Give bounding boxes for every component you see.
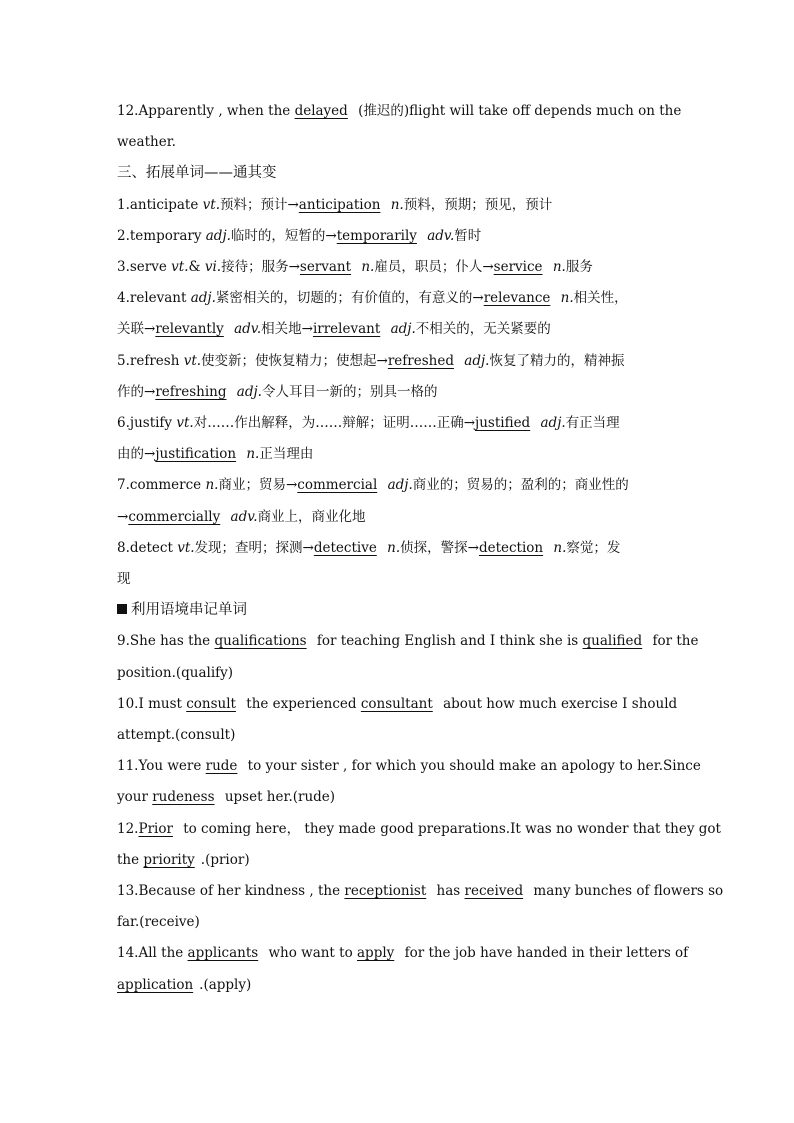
answer-blank: consult xyxy=(186,695,236,712)
answer-blank: commercial xyxy=(297,477,378,494)
answer-blank: justification xyxy=(155,446,237,463)
text-segment: position.(qualify) xyxy=(117,664,234,681)
part-of-speech: adv. xyxy=(230,508,258,525)
text-segment: 接待；服务→ xyxy=(221,259,300,276)
part-of-speech: n. xyxy=(361,259,375,276)
part-of-speech: adj. xyxy=(390,321,416,338)
text-segment: 4.relevant xyxy=(117,290,191,307)
part-of-speech: n. xyxy=(552,259,566,276)
text-segment: many bunches of flowers so xyxy=(529,883,724,900)
text-line xyxy=(117,283,679,314)
part-of-speech: adj. xyxy=(540,415,566,432)
text-segment: 12. xyxy=(117,820,139,837)
text-segment: 临时的，短暂的→ xyxy=(230,227,337,244)
text-segment: 服务 xyxy=(565,259,593,276)
text-segment: 商业的；贸易的；盈利的；商业性的 xyxy=(412,477,629,494)
part-of-speech: adj. xyxy=(464,352,490,369)
document-page xyxy=(117,96,724,1001)
text-line xyxy=(117,564,679,595)
text-line xyxy=(117,377,679,408)
part-of-speech: vt. xyxy=(177,539,195,556)
answer-blank: qualifications xyxy=(214,633,307,650)
text-line xyxy=(117,190,679,221)
answer-blank: relevance xyxy=(483,290,551,307)
answer-blank: service xyxy=(493,259,543,276)
text-segment: 发现；查明；探测→ xyxy=(194,539,314,556)
text-segment: your xyxy=(117,789,153,806)
part-of-speech: vi. xyxy=(204,259,222,276)
text-line xyxy=(117,439,679,470)
answer-blank: refreshed xyxy=(387,352,454,369)
text-line xyxy=(117,970,679,1001)
text-segment: weather. xyxy=(117,134,176,151)
text-segment: the experienced xyxy=(241,695,361,712)
text-segment: for the xyxy=(648,633,699,650)
text-segment: 相关性， xyxy=(573,290,628,307)
part-of-speech: n. xyxy=(560,290,574,307)
text-segment: for the job have handed in their letters of xyxy=(400,945,689,962)
black-square-bullet-icon xyxy=(117,604,127,614)
section-heading xyxy=(117,158,679,189)
text-line xyxy=(117,626,699,657)
text-segment: 8.detect xyxy=(117,539,178,556)
part-of-speech: n. xyxy=(387,539,401,556)
text-line xyxy=(117,252,679,283)
part-of-speech: adj. xyxy=(205,227,231,244)
text-segment: 12.Apparently , when the xyxy=(117,103,295,119)
text-segment: 预料，预期；预见，预计 xyxy=(403,196,553,213)
part-of-speech: vt. xyxy=(176,415,194,432)
text-segment: 三、拓展单词——通其变 xyxy=(117,165,277,182)
text-segment: & xyxy=(188,259,205,276)
answer-blank: delayed xyxy=(294,103,348,119)
text-segment: 正当理由 xyxy=(259,446,314,463)
section-heading xyxy=(117,595,679,626)
answer-blank: Prior xyxy=(138,820,173,837)
answer-blank: commercially xyxy=(128,508,221,525)
part-of-speech: n. xyxy=(246,446,260,463)
text-line xyxy=(117,876,724,907)
answer-blank: refreshing xyxy=(155,383,227,400)
text-segment: 恢复了精力的，精神振 xyxy=(489,352,625,369)
text-segment: 使变新；使恢复精力；使想起→ xyxy=(201,352,388,369)
text-segment: 9.She has the xyxy=(117,633,215,650)
text-segment: 有正当理 xyxy=(565,415,620,432)
text-line xyxy=(117,314,679,345)
text-segment: who want to xyxy=(264,945,357,962)
text-line xyxy=(117,689,679,720)
text-segment: attempt.(consult) xyxy=(117,727,236,744)
answer-blank: application xyxy=(117,976,194,993)
answer-blank: temporarily xyxy=(336,227,417,244)
text-segment: to coming here， they made good preparations.It was no wonder that they got xyxy=(178,820,721,837)
text-line xyxy=(117,658,679,689)
text-segment: .(apply) xyxy=(199,976,252,993)
text-segment: 3.serve xyxy=(117,259,172,276)
text-line xyxy=(117,938,689,969)
text-line xyxy=(117,346,679,377)
text-segment: 14.All the xyxy=(117,945,188,962)
answer-blank: received xyxy=(464,883,524,900)
text-segment: 2.temporary xyxy=(117,227,206,244)
text-segment: 5.refresh xyxy=(117,352,184,369)
part-of-speech: adj. xyxy=(387,477,413,494)
answer-blank: rudeness xyxy=(152,789,215,806)
answer-blank: servant xyxy=(299,259,352,276)
answer-blank: qualified xyxy=(582,633,643,650)
text-segment: 令人耳目一新的；别具一格的 xyxy=(261,383,438,400)
answer-blank: consultant xyxy=(360,695,433,712)
answer-blank: justified xyxy=(475,415,531,432)
answer-blank: anticipation xyxy=(298,196,381,213)
text-segment: 雇员，职员；仆人→ xyxy=(374,259,494,276)
text-segment: 13.Because of her kindness , the xyxy=(117,883,345,900)
answer-blank: rude xyxy=(205,758,238,775)
text-line xyxy=(117,751,701,782)
text-segment: 利用语境串记单词 xyxy=(131,602,247,619)
text-segment: 10.I must xyxy=(117,695,187,712)
part-of-speech: n. xyxy=(390,196,404,213)
part-of-speech: vt. xyxy=(183,352,202,369)
answer-blank: detection xyxy=(478,539,544,556)
text-segment: 11.You were xyxy=(117,758,206,775)
text-segment: about how much exercise I should xyxy=(438,695,678,712)
part-of-speech: adj. xyxy=(190,290,216,307)
text-segment: 商业；贸易→ xyxy=(218,477,298,494)
part-of-speech: n. xyxy=(553,539,567,556)
part-of-speech: vt. xyxy=(171,259,189,276)
text-segment: 紧密相关的，切题的；有价值的，有意义的→ xyxy=(215,290,484,307)
text-segment: 对……作出解释，为……辩解；证明……正确→ xyxy=(193,415,476,432)
text-line xyxy=(117,221,679,252)
part-of-speech: adj. xyxy=(236,383,262,400)
text-line xyxy=(117,814,721,845)
text-line xyxy=(117,720,679,751)
answer-blank: detective xyxy=(313,539,377,556)
text-segment: to your sister , for which you should make an apology to her.Since xyxy=(243,758,701,775)
part-of-speech: adv. xyxy=(234,321,262,338)
answer-blank: priority xyxy=(143,851,195,868)
text-line xyxy=(117,470,679,501)
text-line xyxy=(117,127,679,158)
part-of-speech: n. xyxy=(205,477,219,494)
text-segment: 相关地→ xyxy=(261,321,313,338)
text-line xyxy=(117,782,679,813)
text-line xyxy=(117,96,682,127)
answer-blank: irrelevant xyxy=(312,321,381,338)
part-of-speech: vt. xyxy=(202,196,220,213)
text-line xyxy=(117,907,679,938)
text-segment: for teaching English and I think she is xyxy=(312,633,583,650)
text-segment: 6.justify xyxy=(117,415,177,432)
text-segment: has xyxy=(432,883,465,900)
answer-blank: receptionist xyxy=(344,883,427,900)
answer-blank: applicants xyxy=(187,945,259,962)
answer-blank: apply xyxy=(357,945,395,962)
text-segment: upset her.(rude) xyxy=(220,789,336,806)
text-segment: 现 xyxy=(117,571,131,588)
text-segment: 预料；预计→ xyxy=(219,196,299,213)
text-segment: (推迟的)flight will take off depends much on the xyxy=(353,103,682,119)
text-line xyxy=(117,533,679,564)
text-segment: 察觉；发 xyxy=(566,539,621,556)
text-segment: far.(receive) xyxy=(117,914,200,931)
text-segment: the xyxy=(117,851,144,868)
text-segment: 作的→ xyxy=(117,383,156,400)
text-segment: → xyxy=(117,508,129,525)
text-segment: .(prior) xyxy=(200,851,250,868)
text-segment: 商业上，商业化地 xyxy=(257,508,366,525)
text-segment: 7.commerce xyxy=(117,477,206,494)
text-segment: 1.anticipate xyxy=(117,196,203,213)
text-line xyxy=(117,408,679,439)
answer-blank: relevantly xyxy=(155,321,224,338)
text-line xyxy=(117,502,679,533)
text-segment: 由的→ xyxy=(117,446,156,463)
text-segment: 不相关的，无关紧要的 xyxy=(415,321,551,338)
text-segment: 侦探，警探→ xyxy=(400,539,479,556)
text-line xyxy=(117,845,679,876)
text-segment: 关联→ xyxy=(117,321,156,338)
text-segment: 暂时 xyxy=(454,227,482,244)
part-of-speech: adv. xyxy=(427,227,455,244)
